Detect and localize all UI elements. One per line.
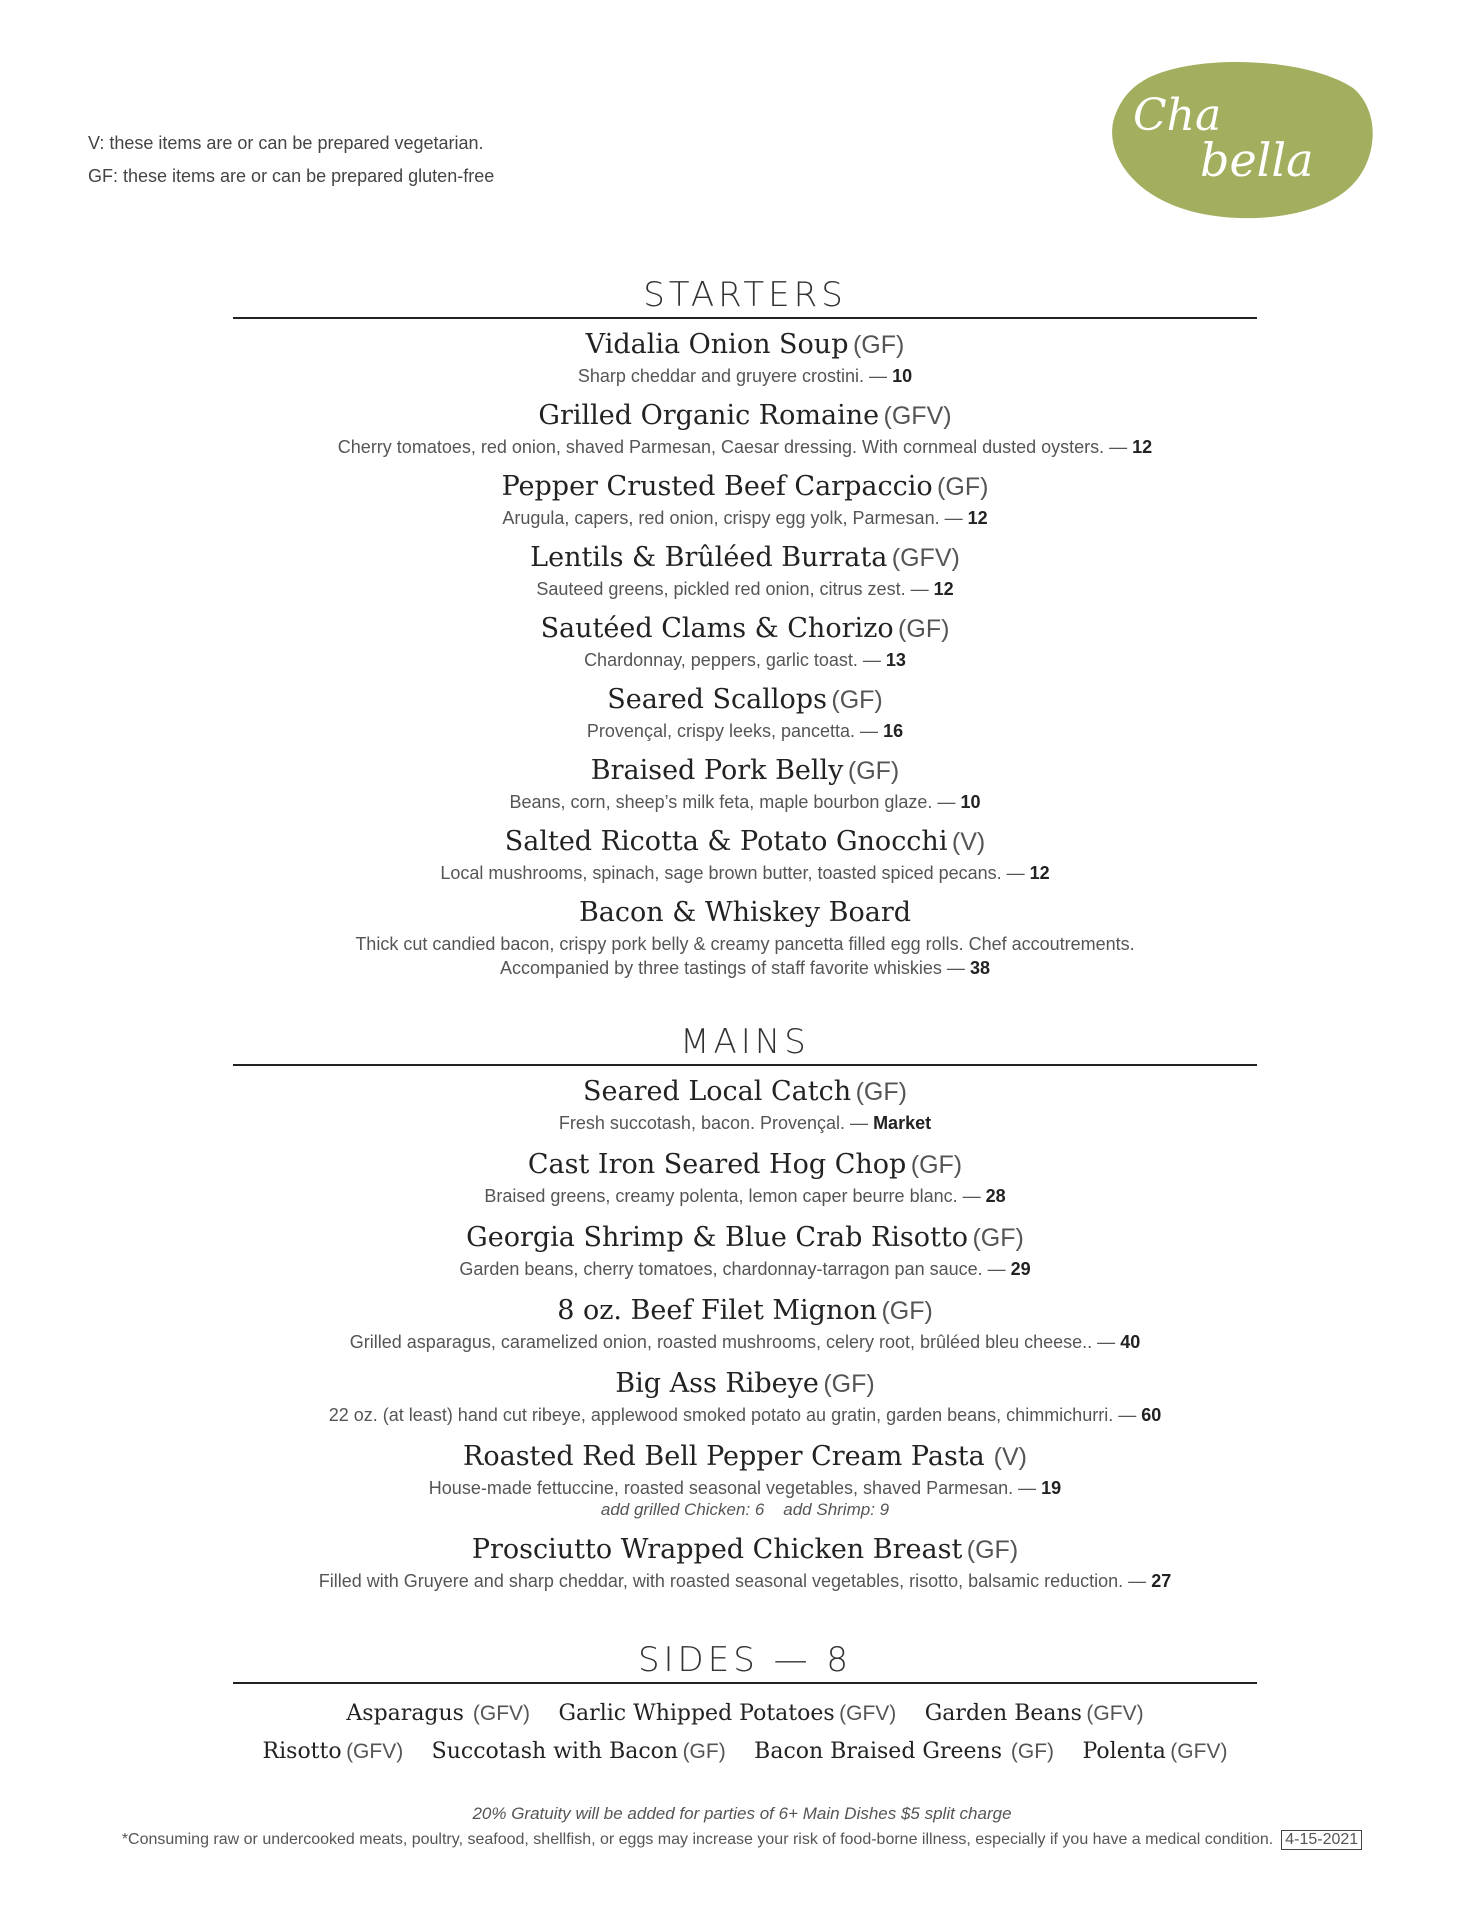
item-desc: Provençal, crispy leeks, pancetta. — — [586, 721, 879, 741]
addon-chicken: add grilled Chicken: 6 — [600, 1500, 765, 1519]
menu-item — [133, 1292, 1357, 1354]
item-price: 40 — [1120, 1332, 1141, 1352]
item-tag: (GF) — [823, 1370, 875, 1398]
side-name: Risotto — [262, 1739, 342, 1764]
side-tag: (GFV) — [1086, 1702, 1144, 1725]
sides-title: SIDES — 8 — [637, 1640, 853, 1680]
side-item — [346, 1696, 530, 1734]
item-tag: (V) — [993, 1443, 1027, 1471]
side-tag: (GF) — [1010, 1740, 1055, 1763]
item-name: Salted Ricotta & Potato Gnocchi — [504, 826, 948, 857]
item-price: 10 — [960, 792, 981, 812]
side-item — [925, 1696, 1144, 1734]
logo-word-cha: Cha — [1133, 90, 1222, 141]
item-desc: Chardonnay, peppers, garlic toast. — — [584, 650, 881, 670]
side-name: Polenta — [1082, 1739, 1166, 1764]
item-price: 60 — [1141, 1405, 1162, 1425]
item-tag: (GFV) — [883, 402, 952, 430]
addon-shrimp: add Shrimp: 9 — [783, 1500, 890, 1519]
item-tag: (GF) — [910, 1151, 963, 1179]
menu-date: 4-15-2021 — [1281, 1830, 1362, 1850]
item-tag: (GF) — [937, 473, 989, 501]
item-price: 19 — [1041, 1478, 1062, 1498]
item-price: 29 — [1010, 1259, 1031, 1279]
item-name: Lentils & Brûléed Burrata — [530, 542, 888, 573]
food-safety-warning — [0, 1830, 1484, 1850]
item-name: Seared Local Catch — [583, 1076, 852, 1107]
side-tag: (GFV) — [472, 1702, 531, 1725]
item-price: 10 — [892, 366, 913, 386]
item-price: 13 — [885, 650, 906, 670]
side-tag: (GFV) — [346, 1740, 404, 1763]
item-desc: Sharp cheddar and gruyere crostini. — — [577, 366, 888, 386]
sides-section — [233, 1638, 1257, 1772]
item-tag: (GF) — [898, 615, 950, 643]
side-tag: (GFV) — [1170, 1740, 1228, 1763]
menu-item — [133, 752, 1357, 814]
item-desc: Braised greens, creamy polenta, lemon caper beurre blanc. — — [484, 1186, 981, 1206]
starters-section — [233, 273, 1257, 980]
item-name: Pepper Crusted Beef Carpaccio — [501, 471, 933, 502]
item-desc: Arugula, capers, red onion, crispy egg yolk, Parmesan. — — [502, 508, 963, 528]
item-name: Roasted Red Bell Pepper Cream Pasta — [463, 1441, 985, 1472]
item-name: Big Ass Ribeye — [615, 1368, 819, 1399]
item-name: Braised Pork Belly — [590, 755, 844, 786]
menu-item-pasta — [133, 1438, 1357, 1520]
item-desc: Filled with Gruyere and sharp cheddar, with roasted seasonal vegetables, risotto, balsamic reduction. — — [318, 1571, 1147, 1591]
item-tag: (GF) — [855, 1078, 907, 1106]
item-name: Georgia Shrimp & Blue Crab Risotto — [466, 1222, 968, 1253]
item-price: 27 — [1151, 1571, 1172, 1591]
starters-title: STARTERS — [643, 275, 847, 315]
item-price: 16 — [883, 721, 904, 741]
item-tag: (GF) — [966, 1536, 1019, 1564]
mains-section — [233, 1020, 1257, 1593]
warning-text: *Consuming raw or undercooked meats, poultry, seafood, shellfish, or eggs may increase your risk of food-borne illness, especially if you have a medical condition. — [121, 1831, 1274, 1848]
item-desc: Grilled asparagus, caramelized onion, roasted mushrooms, celery root, brûléed bleu cheese.. — — [349, 1332, 1116, 1352]
item-desc: Accompanied by three tastings of staff favorite whiskies — — [500, 958, 965, 978]
menu-item-chicken — [133, 1531, 1357, 1593]
side-tag: (GF) — [682, 1740, 726, 1763]
menu-item — [133, 610, 1357, 672]
menu-item-board — [133, 894, 1357, 980]
item-price: 12 — [967, 508, 988, 528]
side-name: Garden Beans — [924, 1701, 1082, 1726]
item-tag: (GF) — [881, 1297, 933, 1325]
item-name: Sautéed Clams & Chorizo — [540, 613, 894, 644]
item-tag: (GF) — [831, 686, 883, 714]
mains-title: MAINS — [680, 1022, 810, 1062]
item-desc: Local mushrooms, spinach, sage brown butter, toasted spiced pecans. — — [440, 863, 1025, 883]
side-item — [263, 1734, 404, 1772]
legend-gluten-free: GF: these items are or can be prepared gluten-free — [88, 166, 495, 186]
item-tag: (V) — [951, 828, 986, 856]
item-desc: Sauteed greens, pickled red onion, citrus zest. — — [536, 579, 929, 599]
menu-item — [133, 1365, 1357, 1427]
side-item — [754, 1734, 1054, 1772]
legend-vegetarian: V: these items are or can be prepared vegetarian. — [88, 133, 484, 153]
menu-item — [133, 397, 1357, 459]
item-desc: Cherry tomatoes, red onion, shaved Parmesan, Caesar dressing. With cornmeal dusted oysters. — — [337, 437, 1128, 457]
item-desc: Beans, corn, sheep’s milk feta, maple bourbon glaze. — — [509, 792, 956, 812]
item-name: Seared Scallops — [607, 684, 827, 715]
item-price: 38 — [969, 958, 990, 978]
item-desc: Thick cut candied bacon, crispy pork belly & creamy pancetta filled egg rolls. Chef accoutrements. — [355, 934, 1135, 954]
side-name: Succotash with Bacon — [431, 1739, 679, 1764]
item-name: Prosciutto Wrapped Chicken Breast — [471, 1534, 963, 1565]
item-desc: Fresh succotash, bacon. Provençal. — — [558, 1113, 869, 1133]
menu-item — [133, 326, 1357, 388]
item-desc: House-made fettuccine, roasted seasonal vegetables, shaved Parmesan. — — [428, 1478, 1037, 1498]
item-name: Bacon & Whiskey Board — [578, 897, 912, 928]
chabella-logo — [1108, 58, 1378, 223]
item-name: 8 oz. Beef Filet Mignon — [557, 1295, 877, 1326]
item-price: 12 — [933, 579, 954, 599]
item-name: Grilled Organic Romaine — [538, 400, 880, 431]
item-tag: (GF) — [847, 757, 900, 785]
item-name: Cast Iron Seared Hog Chop — [527, 1149, 907, 1180]
item-price: Market — [873, 1113, 932, 1133]
menu-item — [133, 539, 1357, 601]
side-item — [432, 1734, 726, 1772]
side-name: Asparagus — [346, 1701, 464, 1726]
sides-row-1 — [153, 1696, 1337, 1734]
menu-item — [133, 1146, 1357, 1208]
item-tag: (GF) — [972, 1224, 1024, 1252]
menu-item — [133, 823, 1357, 885]
side-item — [1083, 1734, 1228, 1772]
menu-item — [133, 468, 1357, 530]
item-tag: (GFV) — [891, 544, 960, 572]
dietary-legend — [88, 127, 494, 193]
menu-item — [133, 1219, 1357, 1281]
side-name: Garlic Whipped Potatoes — [558, 1701, 835, 1726]
item-tag: (GF) — [852, 331, 905, 359]
item-price: 12 — [1132, 437, 1153, 457]
side-tag: (GFV) — [839, 1702, 897, 1725]
sides-row-2 — [153, 1734, 1337, 1772]
item-price: 28 — [985, 1186, 1006, 1206]
menu-item — [133, 681, 1357, 743]
gratuity-note: 20% Gratuity will be added for parties of 6+ Main Dishes $5 split charge — [472, 1804, 1012, 1823]
side-name: Bacon Braised Greens — [754, 1739, 1002, 1764]
item-price: 12 — [1029, 863, 1050, 883]
menu-item — [133, 1073, 1357, 1135]
item-name: Vidalia Onion Soup — [585, 329, 849, 360]
item-desc: Garden beans, cherry tomatoes, chardonnay-tarragon pan sauce. — — [459, 1259, 1006, 1279]
item-desc: 22 oz. (at least) hand cut ribeye, applewood smoked potato au gratin, garden beans, chimmichurri. — — [328, 1405, 1137, 1425]
side-item — [558, 1696, 896, 1734]
logo-word-bella: bella — [1200, 133, 1314, 187]
